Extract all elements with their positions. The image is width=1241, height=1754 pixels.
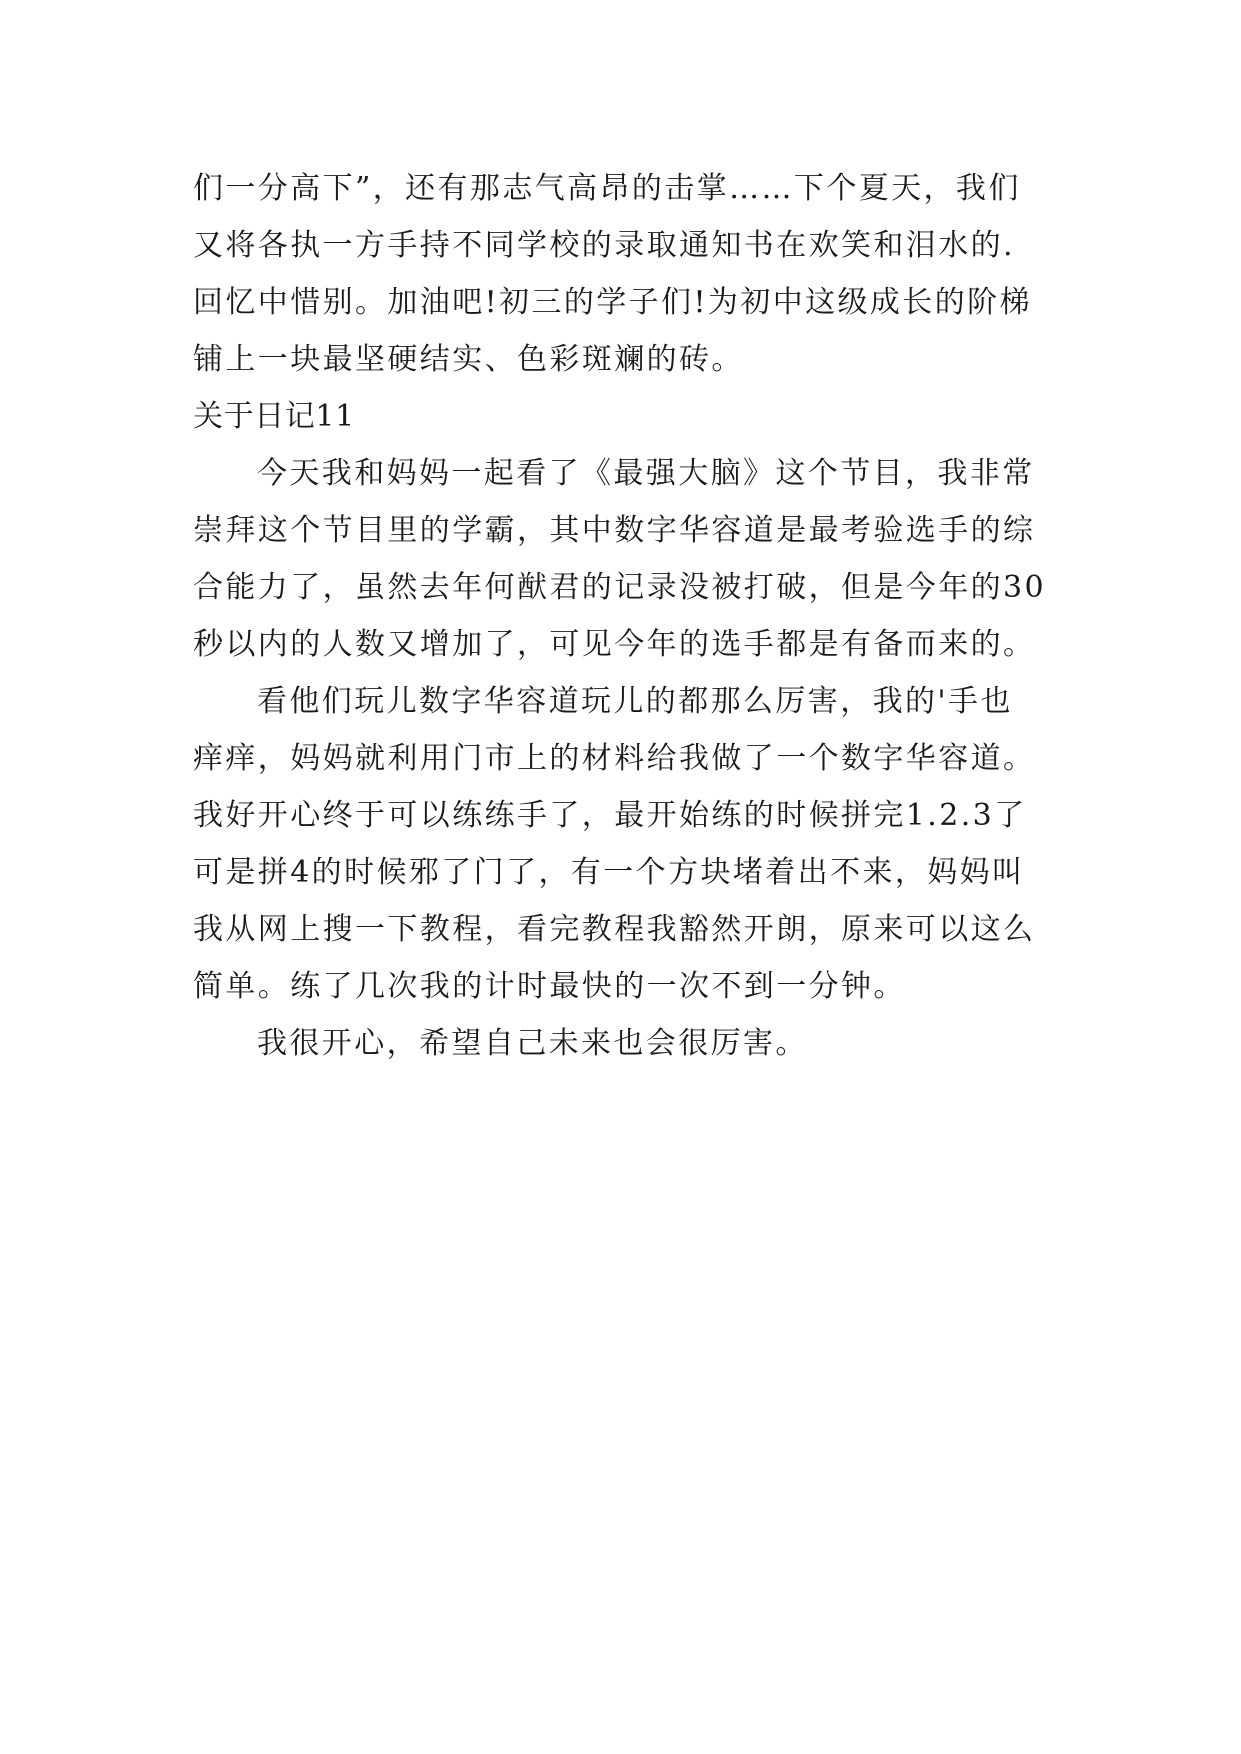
paragraph1-line: 合能力了，虽然去年何猷君的记录没被打破，但是今年的30 <box>193 570 1046 605</box>
intro-line: 们一分高下”，还有那志气高昂的击掌……下个夏天，我们 <box>193 171 1021 206</box>
paragraph1-line: 崇拜这个节目里的学霸，其中数字华容道是最考验选手的综 <box>193 513 1036 548</box>
section-heading: 关于日记11 <box>193 399 355 434</box>
paragraph2-line: 我好开心终于可以练练手了，最开始练的时候拼完1.2.3了 <box>193 798 1027 833</box>
intro-line: 回忆中惜别。加油吧!初三的学子们!为初中这级成长的阶梯 <box>193 285 1032 320</box>
paragraph2-line: 看他们玩儿数字华容道玩儿的都那么厉害，我的'手也 <box>257 684 1013 719</box>
document-body <box>193 160 1073 1072</box>
paragraph1-line: 今天我和妈妈一起看了《最强大脑》这个节目，我非常 <box>257 456 1035 491</box>
paragraph3-line: 我很开心，希望自己未来也会很厉害。 <box>257 1026 808 1061</box>
intro-line: 铺上一块最坚硬结实、色彩斑斓的砖。 <box>193 342 744 377</box>
paragraph2-line: 可是拼4的时候邪了门了，有一个方块堵着出不来，妈妈叫 <box>193 855 1025 890</box>
paragraph2-line: 我从网上搜一下教程，看完教程我豁然开朗，原来可以这么 <box>193 912 1036 947</box>
paragraph1-line: 秒以内的人数又增加了，可见今年的选手都是有备而来的。 <box>193 627 1036 662</box>
paragraph2-line: 痒痒，妈妈就利用门市上的材料给我做了一个数字华容道。 <box>193 741 1036 776</box>
intro-line: 又将各执一方手持不同学校的录取通知书在欢笑和泪水的. <box>193 228 1015 263</box>
paragraph2-line: 简单。练了几次我的计时最快的一次不到一分钟。 <box>193 969 906 1004</box>
